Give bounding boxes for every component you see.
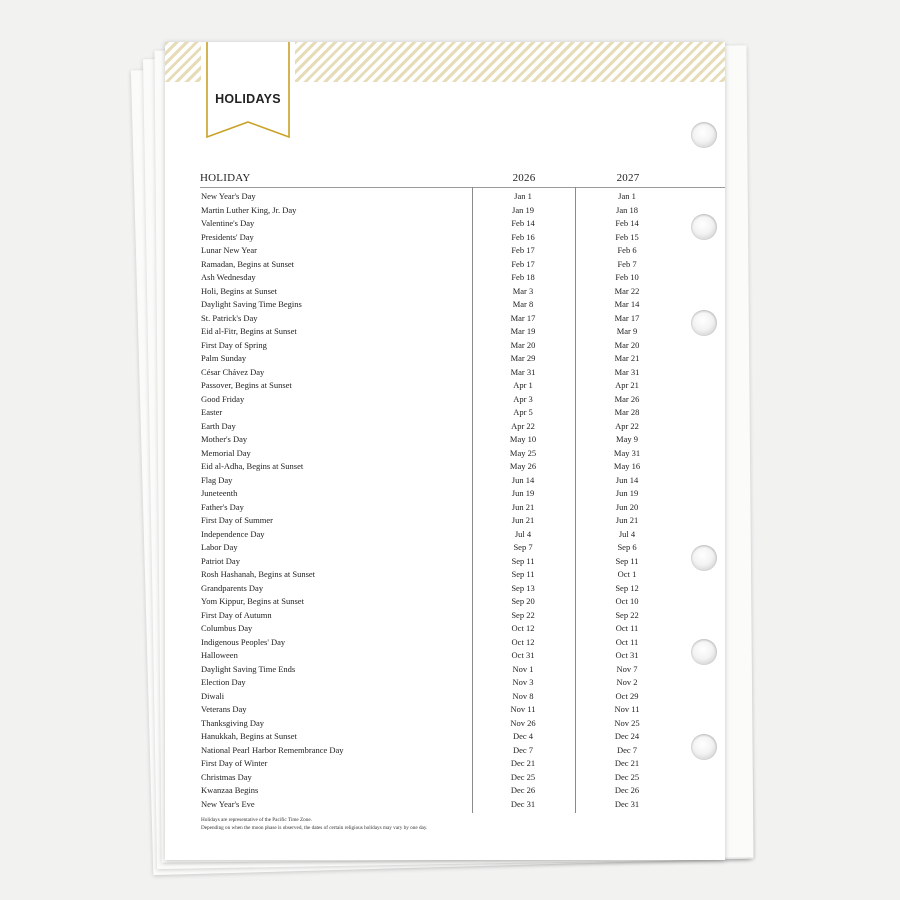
date-2027: Mar 26 — [614, 393, 640, 404]
holiday-name: Kwanzaa Begins — [201, 785, 259, 795]
table-row — [165, 474, 725, 488]
date-2027: Sep 12 — [615, 582, 639, 593]
date-2026: Apr 22 — [511, 420, 535, 431]
date-2027: Feb 7 — [617, 258, 637, 269]
holiday-name: Independence Day — [201, 528, 265, 539]
title-banner — [201, 42, 295, 150]
holiday-name: Christmas Day — [201, 771, 252, 782]
date-2027: Dec 24 — [614, 731, 640, 741]
date-2026: Mar 29 — [510, 353, 536, 363]
binder-hole-icon — [691, 122, 717, 148]
date-2026: Jan 19 — [512, 204, 534, 215]
date-2027: May 16 — [613, 461, 641, 471]
date-2027: Jan 18 — [616, 204, 638, 215]
table-row — [165, 339, 725, 353]
date-2027: Nov 11 — [614, 704, 640, 714]
table-row — [165, 501, 725, 515]
date-2026: Mar 17 — [510, 312, 536, 323]
header-divider — [200, 187, 725, 188]
table-row — [165, 649, 725, 663]
date-2027: Dec 31 — [614, 798, 640, 809]
date-2026: Sep 7 — [513, 542, 533, 552]
holiday-name: Memorial Day — [201, 447, 251, 458]
date-2027: Oct 10 — [615, 596, 639, 606]
date-2026: Mar 19 — [510, 326, 536, 336]
date-2026: Feb 16 — [511, 231, 535, 242]
table-row — [165, 352, 725, 366]
date-2026: Nov 26 — [510, 717, 536, 728]
date-2026: Apr 5 — [513, 407, 533, 417]
date-2027: Mar 31 — [614, 366, 640, 377]
table-row — [165, 325, 725, 339]
date-2027: Apr 21 — [615, 380, 639, 390]
table-row — [165, 541, 725, 555]
date-2027: Feb 10 — [615, 272, 639, 282]
date-2026: Sep 20 — [511, 596, 535, 606]
date-2026: Jan 1 — [514, 191, 532, 201]
holiday-name: Good Friday — [201, 393, 245, 404]
date-2026: Jun 14 — [511, 474, 535, 485]
holiday-name: Passover, Begins at Sunset — [201, 380, 292, 390]
table-row — [165, 244, 725, 258]
table-row — [165, 379, 725, 393]
date-2026: Sep 22 — [511, 609, 535, 620]
holiday-name: First Day of Winter — [201, 758, 268, 768]
date-2026: Apr 1 — [513, 380, 533, 390]
date-2026: Dec 21 — [510, 758, 536, 768]
table-row — [165, 258, 725, 272]
table-row — [165, 271, 725, 285]
date-2027: Nov 25 — [614, 717, 640, 728]
table-row — [165, 595, 725, 609]
table-row — [165, 312, 725, 326]
holiday-name: Easter — [201, 407, 223, 417]
date-2026: May 26 — [509, 461, 537, 471]
holiday-name: Lunar New Year — [201, 245, 257, 255]
table-row — [165, 690, 725, 704]
date-2026: Dec 25 — [510, 771, 536, 782]
table-row — [165, 298, 725, 312]
date-2027: Oct 11 — [615, 636, 639, 647]
holiday-name: Juneteenth — [201, 488, 238, 498]
date-2027: Mar 21 — [614, 353, 640, 363]
date-2026: Oct 31 — [511, 650, 535, 660]
date-2026: Dec 7 — [512, 744, 534, 755]
table-row — [165, 487, 725, 501]
holiday-name: Rosh Hashanah, Begins at Sunset — [201, 569, 316, 579]
table-row — [165, 285, 725, 299]
table-row — [165, 609, 725, 623]
holiday-name: Election Day — [201, 677, 246, 687]
date-2027: Feb 15 — [615, 231, 639, 242]
table-row — [165, 771, 725, 785]
date-2027: Jun 21 — [615, 515, 639, 525]
holiday-name: Labor Day — [201, 542, 238, 552]
date-2027: Apr 22 — [615, 420, 639, 431]
date-2027: Dec 7 — [616, 744, 638, 755]
holiday-name: Flag Day — [201, 474, 233, 485]
holiday-name: Halloween — [201, 650, 238, 660]
date-2026: Dec 31 — [510, 798, 536, 809]
date-2026: Sep 11 — [511, 569, 535, 579]
date-2027: Dec 25 — [614, 771, 640, 782]
date-2026: May 10 — [509, 434, 537, 444]
date-2026: Apr 3 — [513, 393, 533, 404]
footnotes — [201, 816, 427, 832]
date-2026: Mar 20 — [510, 339, 536, 350]
date-2026: Jun 21 — [511, 515, 535, 525]
table-row — [165, 703, 725, 717]
date-2026: Nov 3 — [512, 677, 534, 687]
date-2027: Feb 6 — [617, 245, 637, 255]
footnote: Holidays are representative of the Pacific Time Zone. — [201, 817, 312, 823]
holiday-name: César Chávez Day — [201, 366, 265, 377]
date-2027: Mar 22 — [614, 285, 640, 296]
table-row — [165, 433, 725, 447]
date-2027: Jun 14 — [615, 474, 639, 485]
table-row — [165, 217, 725, 231]
date-2027: May 31 — [613, 447, 641, 458]
table-row — [165, 636, 725, 650]
holiday-name: Eid al-Fitr, Begins at Sunset — [201, 326, 297, 336]
date-2027: Mar 28 — [614, 407, 640, 417]
table-row — [165, 393, 725, 407]
holiday-name: First Day of Spring — [201, 339, 267, 350]
holiday-name: Indigenous Peoples' Day — [201, 636, 286, 647]
holiday-name: First Day of Summer — [201, 515, 274, 525]
year-2027-column-header: 2027 — [616, 172, 640, 184]
table-row — [165, 744, 725, 758]
year-2026-column-header: 2026 — [512, 172, 536, 184]
date-2026: Dec 4 — [512, 731, 534, 741]
table-row — [165, 406, 725, 420]
table-row — [165, 730, 725, 744]
table-row — [165, 676, 725, 690]
table-row — [165, 555, 725, 569]
table-row — [165, 231, 725, 245]
date-2027: Oct 1 — [617, 569, 637, 579]
table-row — [165, 420, 725, 434]
table-row — [165, 568, 725, 582]
date-2027: Oct 29 — [615, 690, 639, 701]
table-row — [165, 663, 725, 677]
date-2026: Mar 31 — [510, 366, 536, 377]
page-title: HOLIDAYS — [215, 92, 281, 106]
holiday-name: Hanukkah, Begins at Sunset — [201, 731, 297, 741]
date-2027: Jun 20 — [615, 501, 639, 512]
date-2027: Mar 14 — [614, 299, 640, 309]
date-2027: Mar 17 — [614, 312, 640, 323]
date-2026: Dec 26 — [510, 785, 536, 795]
table-row — [165, 366, 725, 380]
holiday-name: Holi, Begins at Sunset — [201, 285, 278, 296]
holiday-name: Grandparents Day — [201, 582, 264, 593]
table-row — [165, 717, 725, 731]
date-2027: Sep 11 — [615, 555, 639, 566]
date-2026: Sep 13 — [511, 582, 535, 593]
date-2026: Feb 17 — [511, 245, 535, 255]
date-2027: Jul 4 — [618, 528, 636, 539]
holiday-name: Ash Wednesday — [201, 272, 256, 282]
table-row — [165, 757, 725, 771]
holiday-column-header: HOLIDAY — [200, 172, 251, 184]
holiday-name: National Pearl Harbor Remembrance Day — [201, 744, 344, 755]
date-2027: Sep 6 — [617, 542, 637, 552]
holiday-name: New Year's Eve — [201, 798, 255, 809]
date-2027: Dec 26 — [614, 785, 640, 795]
holiday-name: Yom Kippur, Begins at Sunset — [201, 596, 304, 606]
date-2026: Feb 18 — [511, 272, 535, 282]
holiday-table-body — [165, 190, 725, 811]
table-row — [165, 190, 725, 204]
table-header — [165, 172, 725, 186]
date-2026: Sep 11 — [511, 555, 535, 566]
table-row — [165, 514, 725, 528]
date-2026: Feb 17 — [511, 258, 535, 269]
holiday-name: Ramadan, Begins at Sunset — [201, 258, 295, 269]
holiday-name: Mother's Day — [201, 434, 248, 444]
date-2027: Oct 31 — [615, 650, 639, 660]
holiday-name: Diwali — [201, 690, 225, 701]
holiday-name: Patriot Day — [201, 555, 240, 566]
date-2027: Jan 1 — [618, 191, 636, 201]
date-2026: Nov 8 — [512, 690, 534, 701]
holiday-name: New Year's Day — [201, 191, 256, 201]
date-2026: Jun 21 — [511, 501, 535, 512]
date-2027: May 9 — [616, 434, 638, 444]
holiday-name: Daylight Saving Time Ends — [201, 663, 296, 674]
holiday-name: Martin Luther King, Jr. Day — [201, 204, 297, 215]
date-2027: Mar 9 — [616, 326, 638, 336]
date-2026: Oct 12 — [511, 623, 535, 633]
date-2026: Oct 12 — [511, 636, 535, 647]
holiday-name: Eid al-Adha, Begins at Sunset — [201, 461, 304, 471]
table-row — [165, 447, 725, 461]
table-row — [165, 622, 725, 636]
table-row — [165, 460, 725, 474]
date-2027: Nov 7 — [616, 663, 638, 674]
footnote: Depending on when the moon phase is observed, the dates of certain religious holidays may vary by one day. — [201, 825, 428, 831]
holiday-name: Presidents' Day — [201, 231, 254, 242]
date-2027: Dec 21 — [614, 758, 640, 768]
date-2026: Mar 8 — [512, 299, 534, 309]
holiday-name: Thanksgiving Day — [201, 717, 265, 728]
holiday-name: Palm Sunday — [201, 353, 247, 363]
date-2027: Oct 11 — [615, 623, 639, 633]
holiday-name: Daylight Saving Time Begins — [201, 299, 302, 309]
date-2027: Feb 14 — [615, 218, 639, 228]
date-2026: May 25 — [509, 447, 537, 458]
date-2026: Nov 11 — [510, 704, 536, 714]
holiday-name: Columbus Day — [201, 623, 253, 633]
date-2027: Mar 20 — [614, 339, 640, 350]
date-2026: Feb 14 — [511, 218, 535, 228]
holiday-name: St. Patrick's Day — [201, 312, 258, 323]
holiday-name: Earth Day — [201, 420, 236, 431]
date-2026: Jul 4 — [514, 528, 532, 539]
planner-page — [165, 42, 725, 860]
table-row — [165, 204, 725, 218]
table-row — [165, 798, 725, 812]
date-2027: Sep 22 — [615, 609, 639, 620]
holiday-name: Veterans Day — [201, 704, 247, 714]
holiday-name: Valentine's Day — [201, 218, 255, 228]
date-2027: Jun 19 — [615, 488, 639, 498]
date-2026: Nov 1 — [512, 663, 534, 674]
date-2026: Mar 3 — [512, 285, 534, 296]
table-row — [165, 528, 725, 542]
holiday-name: First Day of Autumn — [201, 609, 272, 620]
holiday-name: Father's Day — [201, 501, 244, 512]
table-row — [165, 784, 725, 798]
table-row — [165, 582, 725, 596]
date-2027: Nov 2 — [616, 677, 638, 687]
date-2026: Jun 19 — [511, 488, 535, 498]
